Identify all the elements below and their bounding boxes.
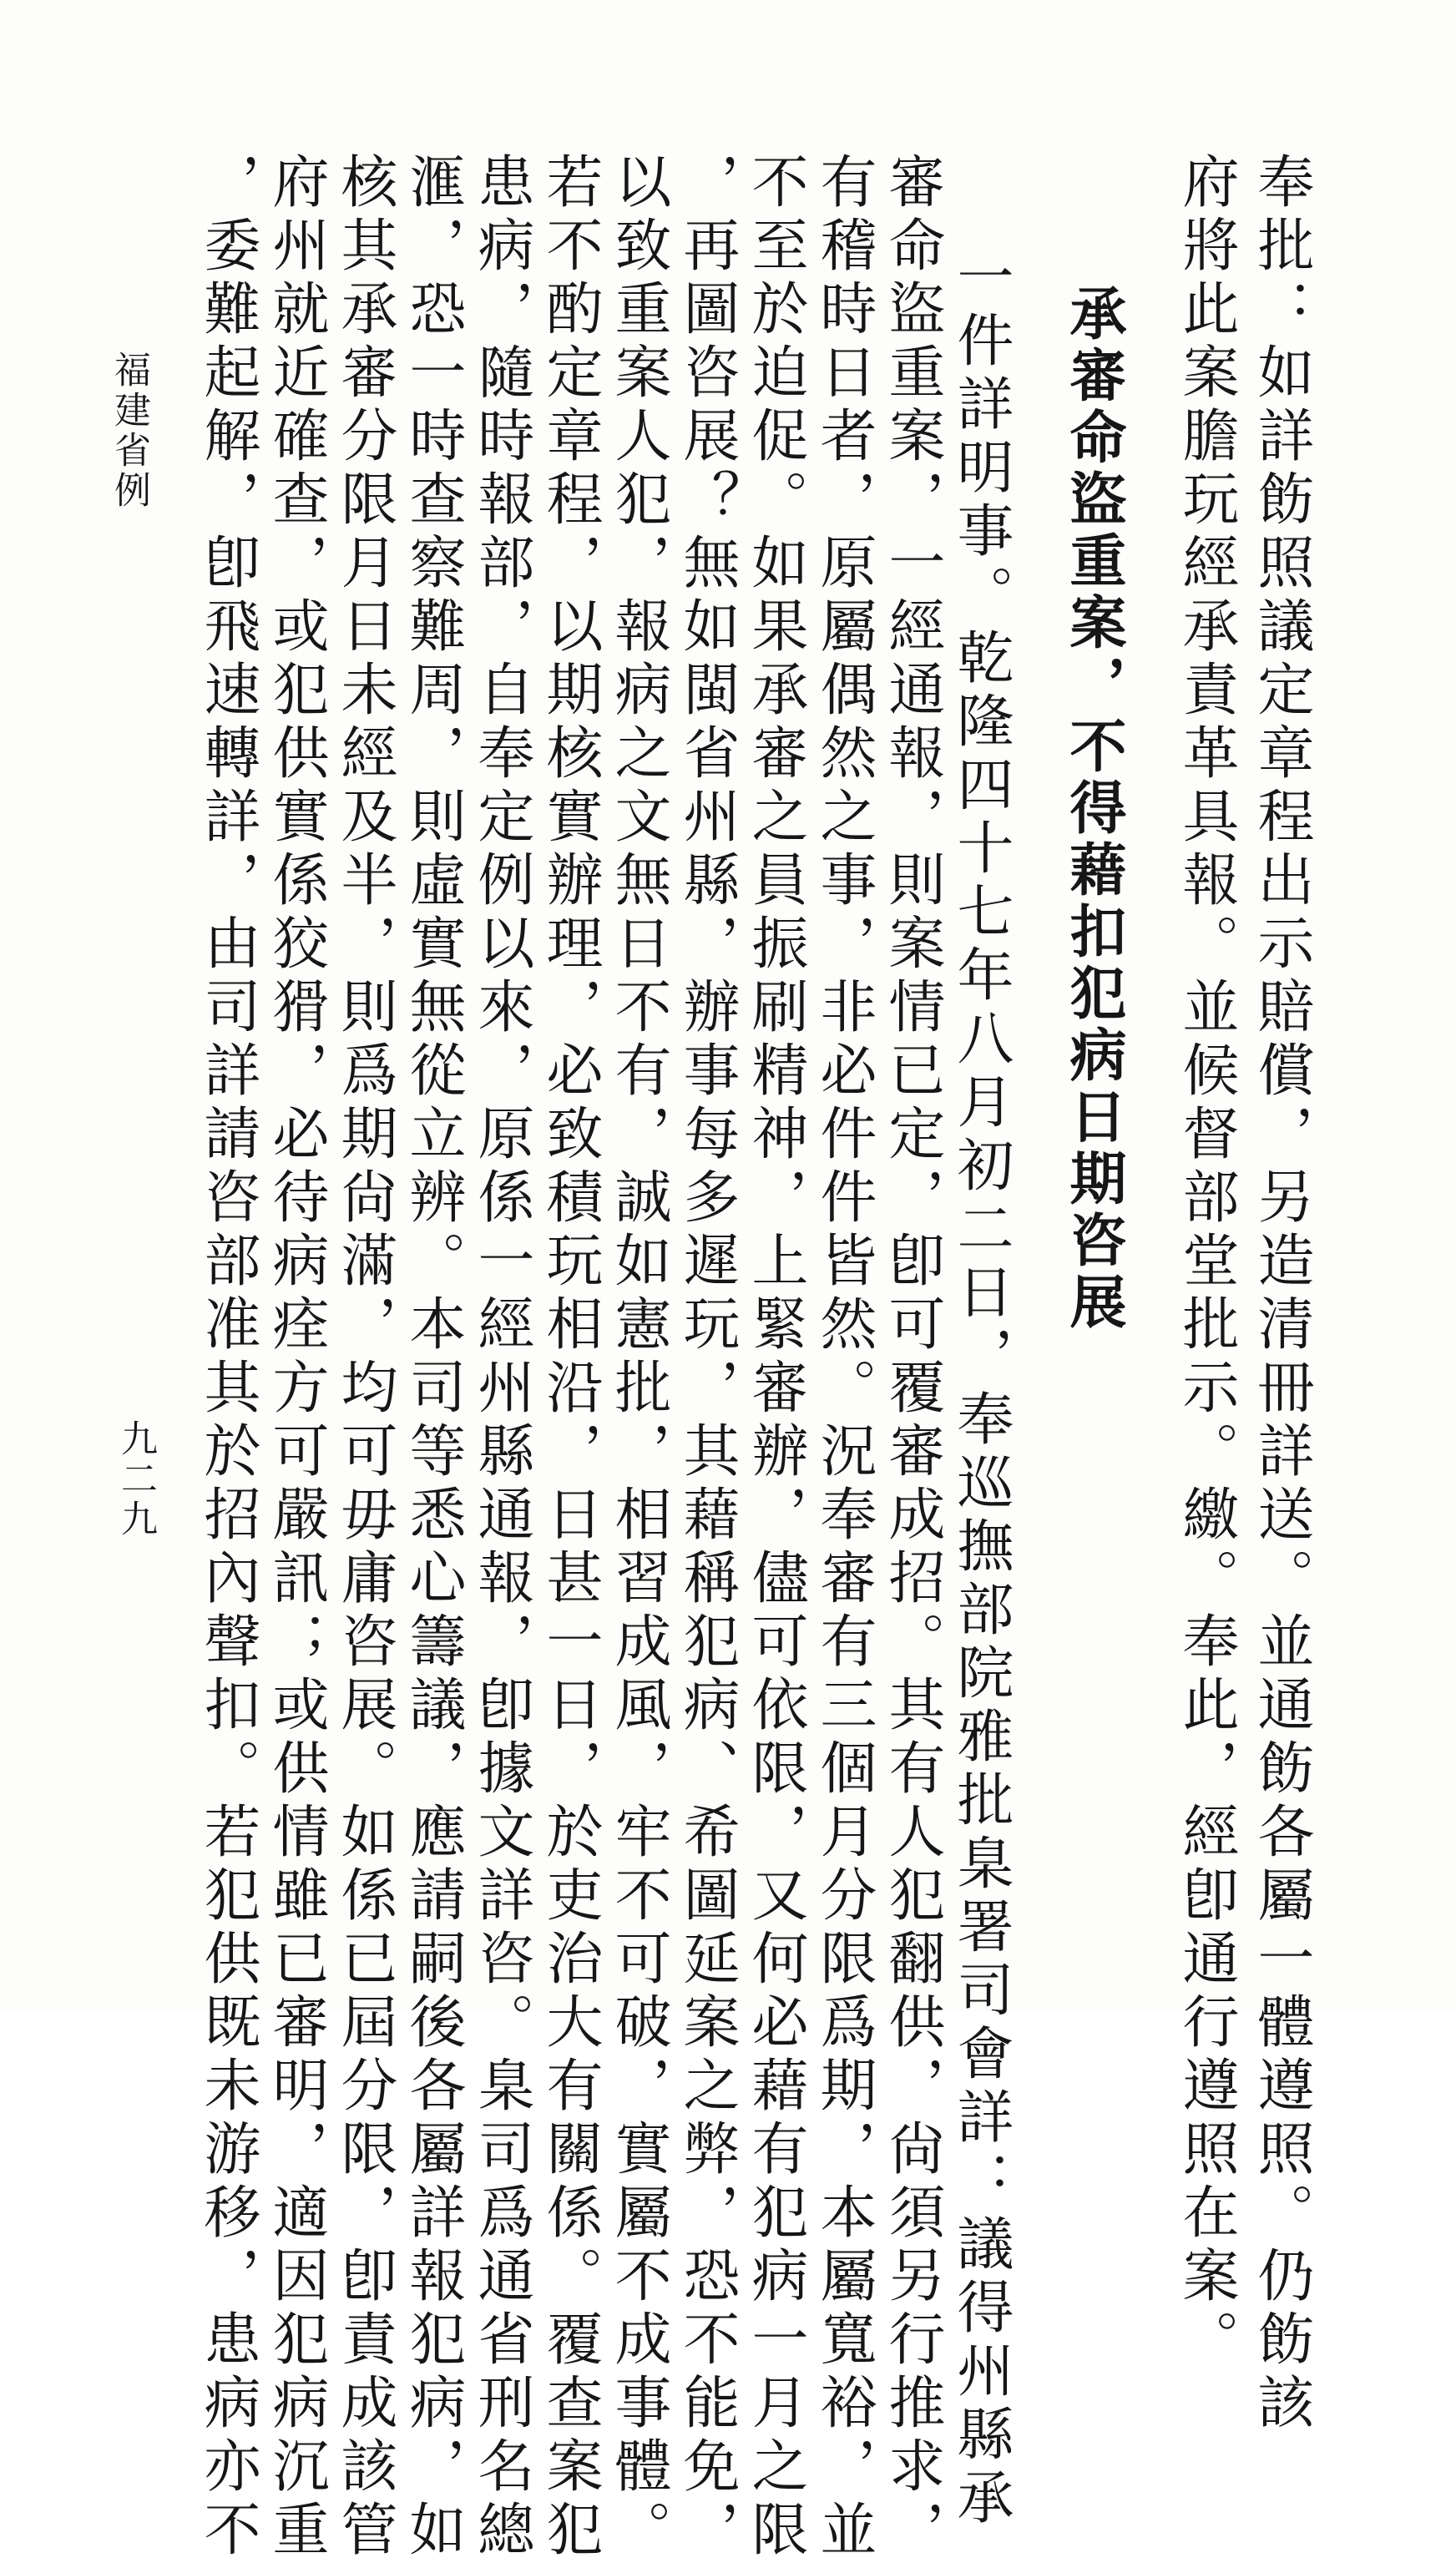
text-column-14: 府州就近確查，或犯供實係狡猾，必待病痊方可嚴訊；或供情雖已審明，適因犯病沉重 (263, 152, 329, 2563)
page-number: 九二九 (114, 1419, 157, 1539)
text-column-5: 審命盜重案，一經通報，則案情已定，卽可覆審成招。其有人犯翻供，尙須另行推求， (879, 152, 945, 2563)
text-column-2: 府將此案膽玩經承責革具報。並候督部堂批示。繳。奉此，經卽通行遵照在案。 (1173, 152, 1239, 2373)
text-column-7: 不至於迫促。如果承審之員振刷精神，上緊審辦，儘可依限，又何必藉有犯病一月之限 (742, 152, 808, 2563)
text-column-10: 若不酌定章程，以期核實辦理，必致積玩相沿，日甚一日，於吏治大有關係。覆查案犯 (537, 152, 603, 2563)
text-column-15: ，委難起解，卽飛速轉詳，由司詳請咨部准其於招內聲扣。若犯供既未游移，患病亦不 (195, 152, 260, 2563)
book-title: 福建省例 (108, 351, 150, 511)
text-column-4: 一件詳明事。乾隆四十七年八月初二日，奉巡撫部院雅批臬署司會詳：議得州縣承 (948, 247, 1014, 2531)
text-column-13: 核其承審分限月日未經及半，則爲期尙滿，均可毋庸咨展。如係已屆分限，卽責成該管 (331, 152, 397, 2563)
text-column-8: ，再圖咨展？無如閩省州縣，辦事每多遲玩，其藉稱犯病、希圖延案之弊，恐不能免， (674, 152, 740, 2563)
text-column-12: 滙，恐一時查察難周，則虛實無從立辨。本司等悉心籌議，應請嗣後各屬詳報犯病，如 (400, 152, 466, 2563)
section-title: 承審命盜重案，不得藉扣犯病日期咨展 (1060, 284, 1126, 1334)
text-column-11: 患病，隨時報部，自奉定例以來，原係一經州縣通報，卽據文詳咨。臬司爲通省刑名總 (468, 152, 534, 2563)
text-column-6: 有稽時日者，原屬偶然之事，非必件件皆然。況奉審有三個月分限爲期，本屬寬裕，並 (811, 152, 877, 2563)
text-column-1: 奉批：如詳飭照議定章程出示賠償，另造清冊詳送。並通飭各屬一體遵照。仍飭該 (1248, 152, 1314, 2436)
text-column-9: 以致重案人犯，報病之文無日不有，誠如憲批，相習成風，牢不可破，實屬不成事體。 (605, 152, 671, 2563)
